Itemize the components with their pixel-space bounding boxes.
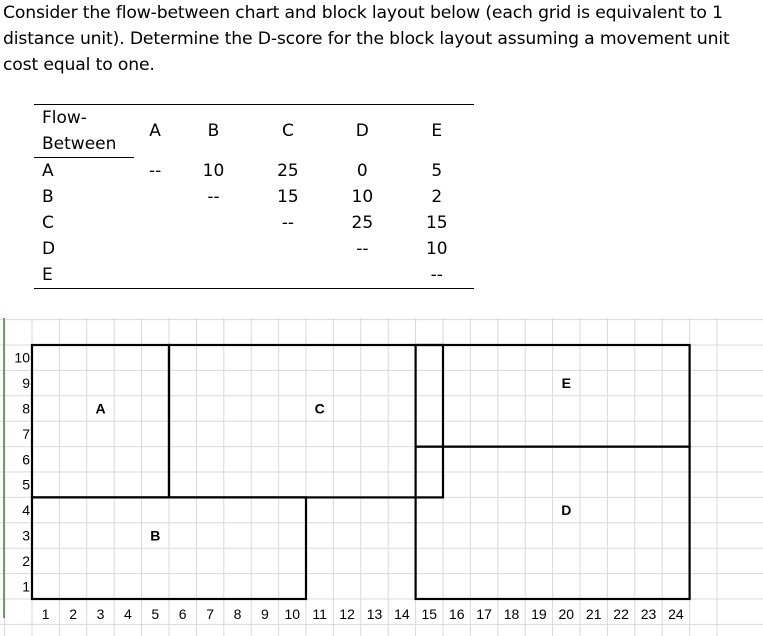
block-e-label: E <box>561 375 571 392</box>
row-label: A <box>42 161 54 181</box>
x-tick-label: 8 <box>233 606 242 622</box>
x-tick-label: 17 <box>476 606 492 622</box>
x-tick-label: 4 <box>124 606 132 622</box>
x-tick-label: 6 <box>178 606 187 622</box>
x-tick-label: 13 <box>366 606 383 622</box>
x-tick-label: 24 <box>668 606 684 622</box>
table-cell: 2 <box>431 187 443 207</box>
table-row <box>34 236 474 262</box>
table-row <box>34 210 474 236</box>
y-tick-label: 1 <box>22 578 30 595</box>
question-text: Consider the flow-between chart and block layout below (each grid is equivalent to 1 distance unit). Determine the D-score for the block layout assuming a movement unit cost equal to one. <box>3 3 730 75</box>
table-cell: 15 <box>425 213 448 233</box>
table-cell <box>176 210 250 236</box>
table-corner-line2: Between <box>34 131 134 158</box>
y-tick-label: 3 <box>22 527 30 544</box>
block-a-label: A <box>95 400 106 417</box>
table-cell: -- <box>148 160 162 181</box>
table-cell <box>134 210 176 236</box>
table-cell: 25 <box>277 160 299 181</box>
table-cell: 10 <box>202 160 225 181</box>
x-tick-label: 23 <box>640 606 657 622</box>
y-tick-label: 8 <box>22 400 30 417</box>
table-cell <box>134 236 176 262</box>
row-label: B <box>42 187 54 207</box>
table-cell: 10 <box>351 187 374 207</box>
table-cell: 25 <box>351 213 374 233</box>
block-b-label: B <box>150 527 161 544</box>
x-tick-label: 16 <box>448 606 465 622</box>
column-header-e: E <box>400 105 474 158</box>
y-tick-label: 9 <box>22 375 30 392</box>
x-tick-label: 15 <box>421 606 438 622</box>
x-tick-label: 7 <box>206 606 214 622</box>
x-tick-label: 14 <box>394 606 410 622</box>
y-tick-label: 4 <box>22 502 30 519</box>
table-row <box>34 262 474 289</box>
x-tick-label: 2 <box>69 606 77 622</box>
table-cell: -- <box>207 187 220 207</box>
y-tick-label: 2 <box>22 552 30 569</box>
flow-between-table <box>34 104 474 289</box>
x-tick-label: 12 <box>339 606 355 622</box>
block-layout-grid <box>0 318 763 636</box>
x-tick-label: 10 <box>284 606 301 622</box>
x-tick-label: 3 <box>96 606 105 622</box>
table-cell <box>176 236 250 262</box>
block-c-label: C <box>314 400 325 417</box>
y-tick-label: 10 <box>14 349 30 366</box>
column-header-d: D <box>325 105 399 158</box>
table-cell: -- <box>400 262 474 289</box>
table-corner-line1: Flow- <box>34 105 134 132</box>
y-tick-label: 6 <box>22 451 30 468</box>
x-tick-label: 18 <box>503 606 520 622</box>
block-d-label: D <box>561 502 572 519</box>
x-tick-label: 11 <box>312 606 327 622</box>
table-cell <box>176 262 250 289</box>
column-header-a: A <box>134 105 176 158</box>
table-row <box>34 184 474 210</box>
x-tick-label: 21 <box>585 606 602 622</box>
table-cell: -- <box>356 239 369 259</box>
x-tick-label: 20 <box>558 606 575 622</box>
y-tick-label: 5 <box>22 476 30 493</box>
table-cell: 0 <box>356 160 368 181</box>
row-label: C <box>42 213 54 233</box>
x-tick-label: 19 <box>531 606 547 622</box>
x-tick-label: 22 <box>613 606 629 622</box>
x-tick-label: 9 <box>261 606 269 622</box>
row-label: E <box>34 262 134 289</box>
table-cell: 10 <box>425 239 448 259</box>
x-tick-label: 1 <box>41 606 50 622</box>
table-cell <box>251 236 325 262</box>
table-cell <box>325 262 399 289</box>
column-header-c: C <box>251 105 325 158</box>
table-cell: 5 <box>431 160 443 181</box>
table-cell: 15 <box>277 187 299 207</box>
table-cell <box>134 262 176 289</box>
table-row <box>34 158 474 185</box>
table-cell <box>251 262 325 289</box>
y-tick-label: 7 <box>22 425 30 442</box>
row-label: D <box>42 239 56 259</box>
block-layout <box>0 318 763 636</box>
column-header-b: B <box>176 105 250 158</box>
table-cell <box>134 184 176 210</box>
x-tick-label: 5 <box>151 606 160 622</box>
table-cell: -- <box>281 213 295 233</box>
